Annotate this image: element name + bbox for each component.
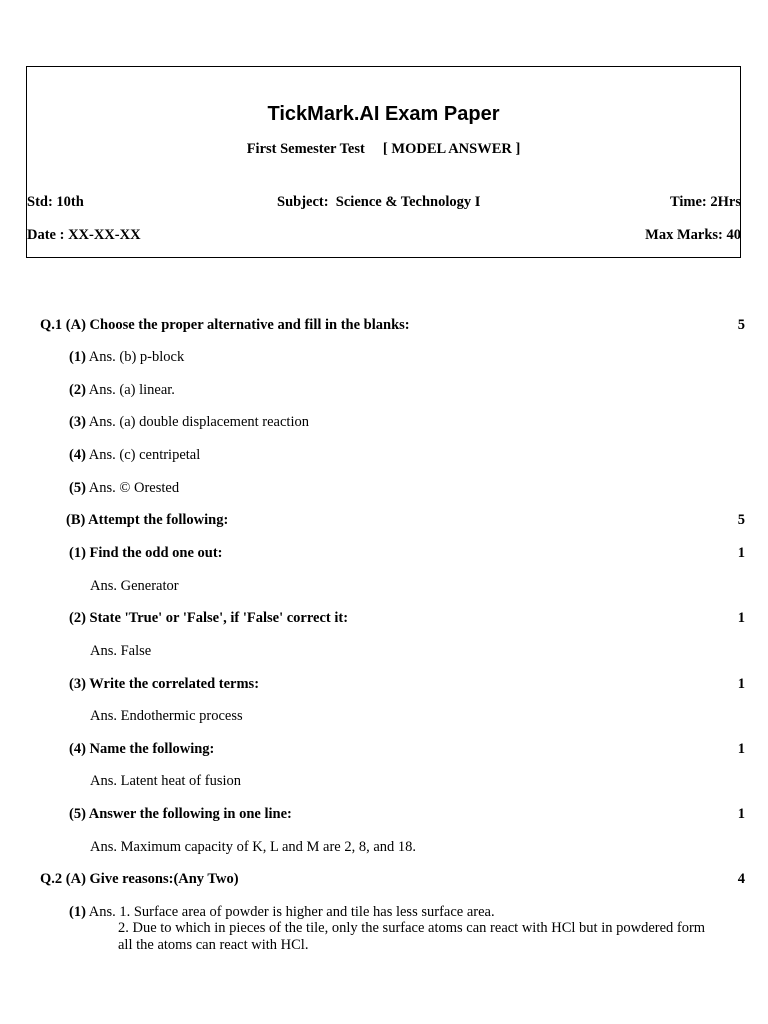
q2-answer-line: 2. Due to which in pieces of the tile, only the surface atoms can react with HCl but in powdered form — [118, 920, 706, 936]
q1-answer — [69, 480, 179, 497]
q1b-heading: (B) Attempt the following: — [66, 512, 229, 528]
q2-heading: Q.2 (A) Give reasons:(Any Two) — [40, 871, 239, 887]
q1b-marks: 5 — [737, 512, 745, 528]
q1b-question-marks: 1 — [737, 741, 745, 757]
q2-marks: 4 — [737, 871, 745, 887]
answer-text: Ans. (b) p-block — [88, 349, 185, 365]
answer-text: Ans. 1. Surface area of powder is higher and tile has less surface area. — [88, 904, 495, 920]
answer-number: (4) — [69, 447, 86, 463]
q1b-question: (5) Answer the following in one line: — [69, 806, 292, 822]
answer-number: (1) — [69, 349, 86, 365]
date-label: Date : XX-XX-XX — [27, 227, 141, 243]
q1-answer — [69, 447, 200, 464]
answer-text: Ans. © Orested — [88, 480, 180, 496]
exam-title: TickMark.AI Exam Paper — [267, 103, 500, 125]
q1b-question-marks: 1 — [737, 806, 745, 822]
q1b-question-marks: 1 — [737, 676, 745, 692]
q1b-question: (4) Name the following: — [69, 741, 215, 757]
q1-answer — [69, 349, 184, 366]
q2-answer-line: all the atoms can react with HCl. — [118, 937, 309, 953]
q1b-question: (1) Find the odd one out: — [69, 545, 223, 561]
answer-number: (5) — [69, 480, 86, 496]
answer-text: Ans. (a) linear. — [88, 382, 175, 398]
q1b-question-marks: 1 — [737, 545, 745, 561]
answer-number: (1) — [69, 904, 86, 920]
answer-number: (2) — [69, 382, 86, 398]
q1-marks: 5 — [737, 317, 745, 333]
q1-answer — [69, 382, 175, 399]
q1b-question: (3) Write the correlated terms: — [69, 676, 260, 692]
answer-text: Ans. (c) centripetal — [88, 447, 201, 463]
q1b-answer: Ans. Maximum capacity of K, L and M are 2, 8, and 18. — [90, 839, 417, 855]
subject-label: Subject: Science & Technology I — [277, 194, 481, 210]
max-marks-label: Max Marks: 40 — [645, 227, 741, 243]
answer-number: (3) — [69, 414, 86, 430]
q1b-question: (2) State 'True' or 'False', if 'False' correct it: — [69, 610, 349, 626]
answer-text: Ans. (a) double displacement reaction — [88, 414, 309, 430]
q2-answer — [69, 904, 495, 921]
q1b-answer: Ans. Endothermic process — [90, 708, 243, 724]
time-label: Time: 2Hrs — [669, 194, 741, 210]
q1b-question-marks: 1 — [737, 610, 745, 626]
q1-answer — [69, 414, 309, 431]
exam-subtitle: First Semester Test [ MODEL ANSWER ] — [246, 141, 521, 157]
std-label: Std: 10th — [27, 194, 84, 210]
q1-heading: Q.1 (A) Choose the proper alternative and fill in the blanks: — [40, 317, 410, 333]
q1b-answer: Ans. False — [90, 643, 152, 659]
q1b-answer: Ans. Latent heat of fusion — [90, 773, 242, 789]
q1b-answer: Ans. Generator — [90, 578, 179, 594]
